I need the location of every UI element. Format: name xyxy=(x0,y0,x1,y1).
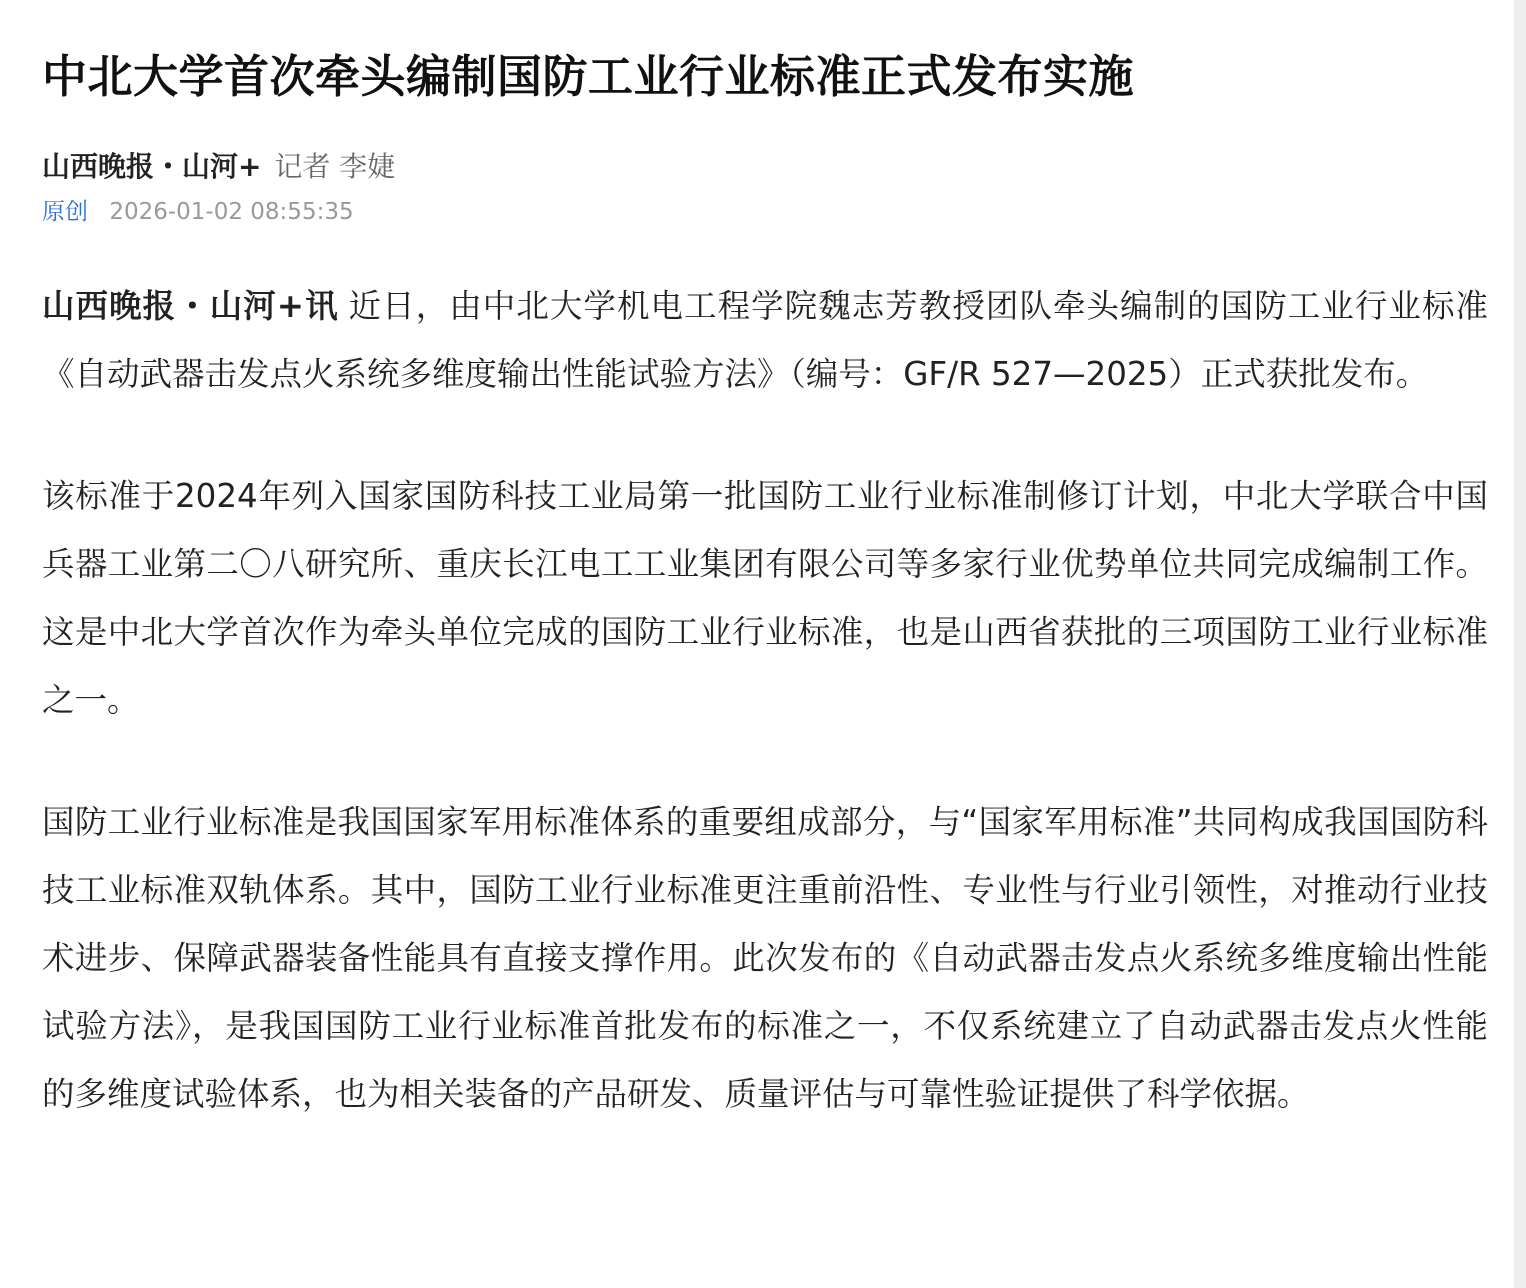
article-paragraph-1 xyxy=(42,272,1488,408)
publish-time: 2026-01-02 08:55:35 xyxy=(109,199,354,225)
article-meta xyxy=(42,196,354,228)
article-body xyxy=(42,272,1488,1182)
original-badge: 原创 xyxy=(42,199,88,225)
source-name[interactable]: 山西晚报・山河+ xyxy=(42,150,262,183)
byline xyxy=(42,148,395,186)
author-name: 记者 李婕 xyxy=(274,150,396,183)
scrollbar-track[interactable] xyxy=(1514,0,1526,1288)
article-title: 中北大学首次牵头编制国防工业行业标准正式发布实施 xyxy=(42,50,1135,103)
article-paragraph-2: 该标准于2024年列入国家国防科技工业局第一批国防工业行业标准制修订计划，中北大学联合中国兵器工业第二〇八研究所、重庆长江电工工业集团有限公司等多家行业优势单位共同完成编制工作。这是中北大学首次作为牵头单位完成的国防工业行业标准，也是山西省获批的三项国防工业行业标准之一。 xyxy=(42,477,1488,719)
article-paragraph-3: 国防工业行业标准是我国国家军用标准体系的重要组成部分，与“国家军用标准”共同构成我国国防科技工业标准双轨体系。其中，国防工业行业标准更注重前沿性、专业性与行业引领性，对推动行业技术进步、保障武器装备性能具有直接支撑作用。此次发布的《自动武器击发点火系统多维度输出性能试验方法》，是我国国防工业行业标准首批发布的标准之一，不仅系统建立了自动武器击发点火性能的多维度试验体系，也为相关装备的产品研发、质量评估与可靠性验证提供了科学依据。 xyxy=(42,803,1488,1113)
lead-label: 山西晚报・山河+讯 xyxy=(42,287,339,325)
paragraph-text: 近日，由中北大学机电工程学院魏志芳教授团队牵头编制的国防工业行业标准《自动武器击发点火系统多维度输出性能试验方法》（编号：GF/R 527—2025）正式获批发布。 xyxy=(42,287,1488,393)
